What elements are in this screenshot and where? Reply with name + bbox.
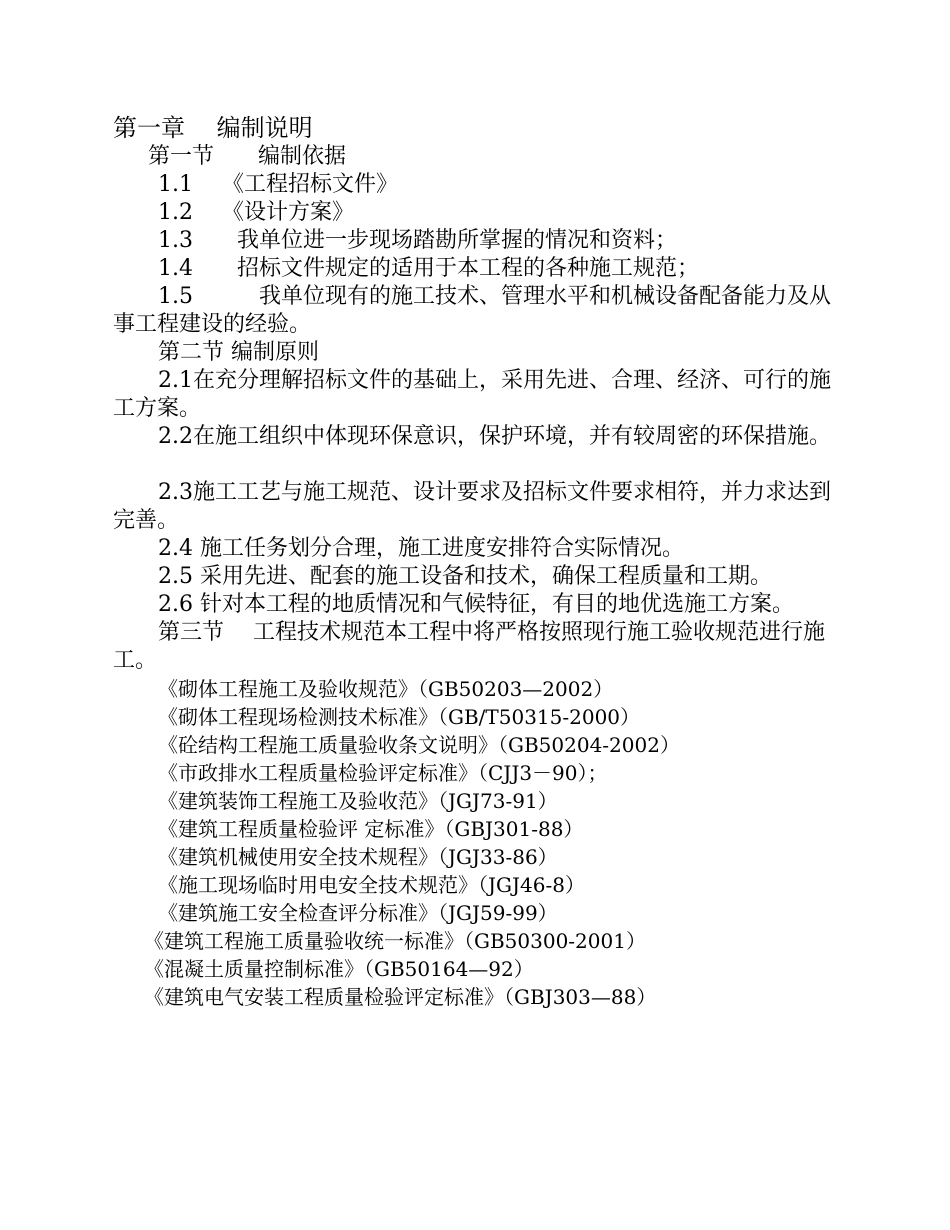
principle-item-1: 2.1在充分理解招标文件的基础上，采用先进、合理、经济、可行的施工方案。 xyxy=(113,368,831,421)
standard-item: 《建筑装饰工程施工及验收范》（JGJ73-91） xyxy=(158,789,558,813)
standard-item: 《建筑工程施工质量验收统一标准》（GB50300-2001） xyxy=(144,929,646,953)
standard-item: 《建筑电气安装工程质量检验评定标准》（GBJ303—88） xyxy=(144,985,657,1009)
basis-item-5: 1.5 我单位现有的施工技术、管理水平和机械设备配备能力及从事工程建设的经验。 xyxy=(113,284,831,337)
principle-item-6: 2.6 针对本工程的地质情况和气候特征，有目的地优选施工方案。 xyxy=(158,592,794,617)
standard-item: 《施工现场临时用电安全技术规范》（JGJ46-8） xyxy=(158,873,585,897)
basis-item-4: 1.4 招标文件规定的适用于本工程的各种施工规范； xyxy=(158,256,699,281)
principle-item-3: 2.3施工工艺与施工规范、设计要求及招标文件要求相符，并力求达到完善。 xyxy=(113,480,831,533)
principle-item-2: 2.2在施工组织中体现环保意识，保护环境，并有较周密的环保措施。 xyxy=(158,424,831,449)
standard-item: 《建筑机械使用安全技术规程》（JGJ33-86） xyxy=(158,845,558,869)
standard-item: 《砼结构工程施工质量验收条文说明》（GB50204-2002） xyxy=(158,733,680,757)
principle-item-5: 2.5 采用先进、配套的施工设备和技术，确保工程质量和工期。 xyxy=(158,564,772,589)
principle-item-4: 2.4 施工任务划分合理，施工进度安排符合实际情况。 xyxy=(158,536,684,561)
basis-item-1: 1.1 《工程招标文件》 xyxy=(158,172,398,197)
basis-item-2: 1.2 《设计方案》 xyxy=(158,200,354,225)
section-heading-principles: 第二节 编制原则 xyxy=(158,340,319,365)
standard-item: 《建筑工程质量检验评 定标准》（GBJ301-88） xyxy=(158,817,584,841)
chapter-title: 第一章 编制说明 xyxy=(113,114,313,142)
standard-item: 《市政排水工程质量检验评定标准》（CJJ3－90）； xyxy=(158,761,608,785)
basis-item-3: 1.3 我单位进一步现场踏勘所掌握的情况和资料； xyxy=(158,228,677,253)
standard-item: 《砌体工程施工及验收规范》（GB50203—2002） xyxy=(158,677,614,701)
standard-item: 《砌体工程现场检测技术标准》（GB/T50315-2000） xyxy=(158,705,641,729)
section-heading-basis: 第一节 编制依据 xyxy=(148,144,347,169)
standard-item: 《建筑施工安全检查评分标准》（JGJ59-99） xyxy=(158,901,558,925)
standard-item: 《混凝土质量控制标准》（GB50164—92） xyxy=(144,957,534,981)
section-heading-standards: 第三节 工程技术规范本工程中将严格按照现行施工验收规范进行施工。 xyxy=(113,620,825,673)
